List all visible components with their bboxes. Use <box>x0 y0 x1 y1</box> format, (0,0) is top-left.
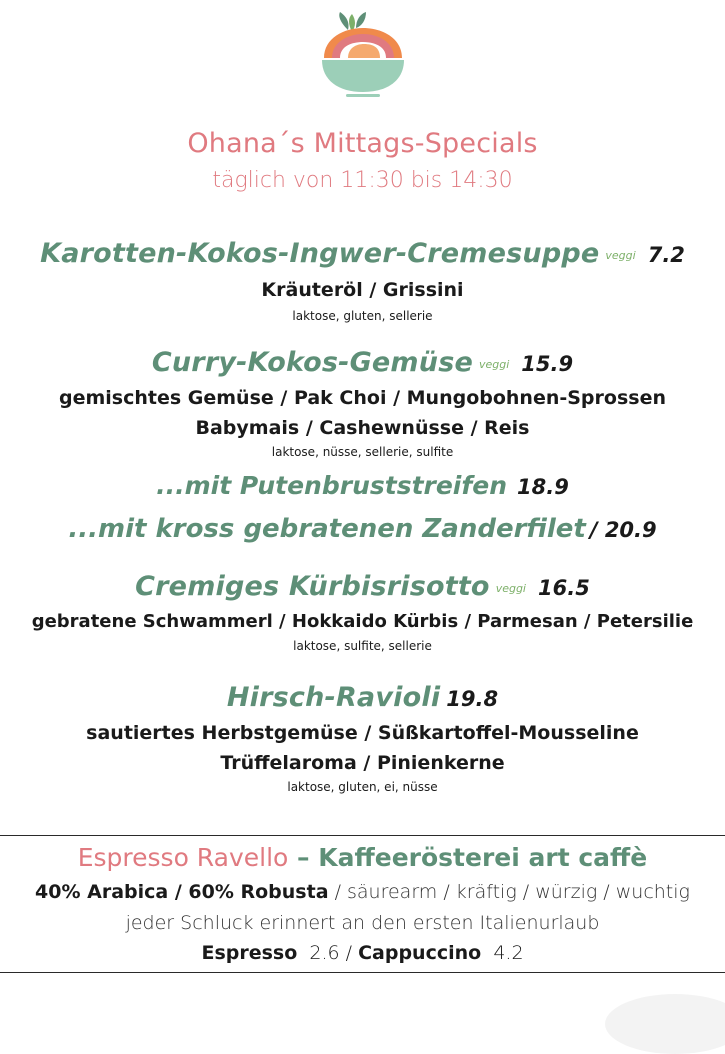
dish-description: gebratene Schwammerl / Hokkaido Kürbis / Parmesan / Petersilie <box>31 611 694 632</box>
cappuccino-label: Cappuccino <box>358 942 482 964</box>
divider <box>0 972 725 973</box>
coffee-roastery: Kaffeerösterei art caffè <box>318 843 648 872</box>
coffee-tagline: jeder Schluck erinnert an den ersten Italienurlaub <box>125 912 600 934</box>
dish-risotto <box>0 569 725 655</box>
addon-price: / 20.9 <box>589 518 657 542</box>
dish-description: Kräuteröl / Grissini <box>261 279 464 301</box>
espresso-price: 2.6 <box>309 942 340 964</box>
opening-hours: täglich von 11:30 bis 14:30 <box>212 168 513 193</box>
allergens: laktose, gluten, ei, nüsse <box>287 780 438 794</box>
corner-shadow <box>605 994 725 1054</box>
allergens: laktose, nüsse, sellerie, sulfite <box>271 445 454 459</box>
allergens: laktose, gluten, sellerie <box>292 309 433 323</box>
coffee-title: Espresso Ravello – Kaffeerösterei art caffè <box>77 843 648 872</box>
dish-description: sautiertes Herbstgemüse / Süßkartoffel-Mousseline <box>86 722 639 744</box>
cappuccino-price: 4.2 <box>493 942 524 964</box>
allergens: laktose, sulfite, sellerie <box>293 639 432 653</box>
coffee-blend <box>0 881 725 903</box>
veggi-badge: veggi <box>495 582 526 595</box>
dish-name: Hirsch-Ravioli <box>226 682 441 713</box>
addon-zander <box>0 510 725 551</box>
dish-price: 19.8 <box>446 687 499 711</box>
dish-name: Cremiges Kürbisrisotto <box>135 571 490 602</box>
veggi-badge: veggi <box>605 249 636 262</box>
coffee-brand: Espresso Ravello <box>77 843 289 872</box>
dish-name: Curry-Kokos-Gemüse <box>151 347 473 378</box>
dish-description: Trüffelaroma / Pinienkerne <box>220 752 505 774</box>
dish-description: gemischtes Gemüse / Pak Choi / Mungobohnen-Sprossen <box>58 387 666 409</box>
coffee-notes: / säurearm / kräftig / würzig / wuchtig <box>328 881 690 903</box>
page-title: Ohana´s Mittags-Specials <box>187 128 538 159</box>
coffee-blend-ratio: 40% Arabica / 60% Robusta <box>35 881 329 903</box>
espresso-label: Espresso <box>201 942 298 964</box>
dish-price: 16.5 <box>538 576 590 600</box>
dish-name: Karotten-Kokos-Ingwer-Cremesuppe <box>40 238 600 269</box>
divider <box>0 835 725 836</box>
dish-description: Babymais / Cashewnüsse / Reis <box>195 417 530 439</box>
salad-bowl-icon <box>318 10 408 105</box>
addon-price: 18.9 <box>517 475 569 499</box>
dish-price: 15.9 <box>521 352 574 376</box>
dish-soup <box>0 236 725 325</box>
coffee-prices: Espresso 2.6 / Cappuccino 4.2 <box>201 942 524 964</box>
addon-name: ...mit kross gebratenen Zanderfilet <box>68 514 586 544</box>
dish-price: 7.2 <box>647 243 685 267</box>
addon-name: ...mit Putenbruststreifen <box>156 471 508 500</box>
dish-curry <box>0 345 725 461</box>
addon-turkey <box>0 468 725 507</box>
dish-ravioli <box>0 680 725 796</box>
veggi-badge: veggi <box>478 358 510 371</box>
